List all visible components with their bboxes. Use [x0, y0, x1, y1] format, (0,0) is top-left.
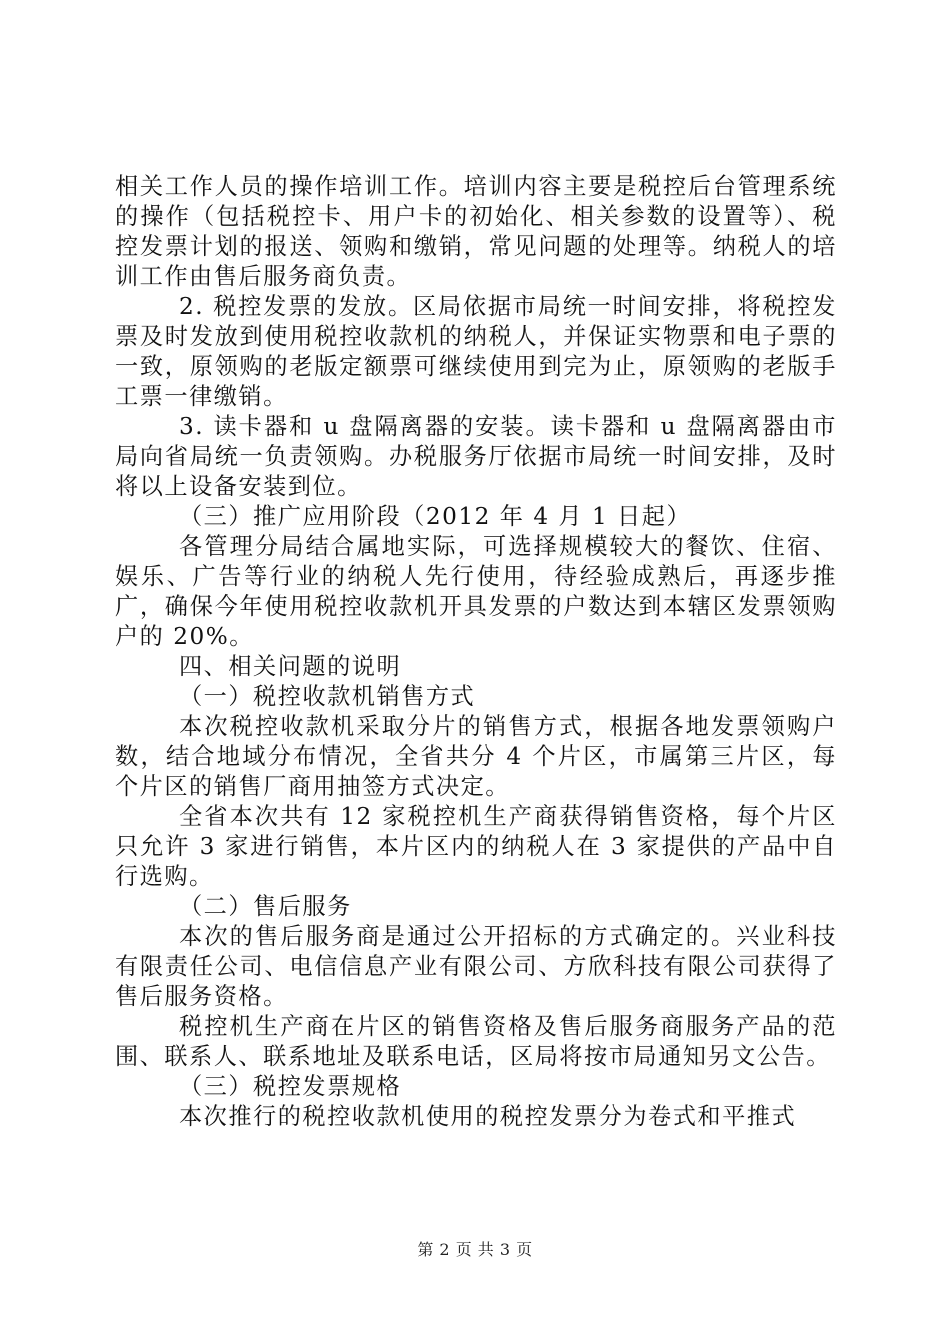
paragraph-after-sales-providers: 本次的售后服务商是通过公开招标的方式确定的。兴业科技有限责任公司、电信信息产业有限公司、方欣科技有限公司获得了售后服务资格。 [115, 923, 837, 1010]
paragraph-invoice-specs: 本次推行的税控收款机使用的税控发票分为卷式和平推式 [179, 1103, 797, 1130]
paragraph-manufacturers: 全省本次共有 12 家税控机生产商获得销售资格，每个片区只允许 3 家进行销售，本片区内的纳税人在 3 家提供的产品中自行选购。 [115, 803, 837, 890]
page-footer: 第 2 页 共 3 页 [417, 1240, 533, 1259]
heading-invoice-specs: （三）税控发票规格 [179, 1073, 402, 1100]
paragraph-card-reader-installation: 3. 读卡器和 u 盘隔离器的安装。读卡器和 u 盘隔离器由市局向省局统一负责领购。办税服务厅依据市局统一时间安排，及时将以上设备安装到位。 [115, 413, 837, 500]
paragraph-sales-method: 本次税控收款机采取分片的销售方式，根据各地发票领购户数，结合地域分布情况，全省共分 4 个片区，市属第三片区，每个片区的销售厂商用抽签方式决定。 [115, 713, 837, 800]
heading-sales-method: （一）税控收款机销售方式 [179, 683, 476, 710]
document-body [115, 172, 837, 1132]
heading-promotion-phase: （三）推广应用阶段（2012 年 4 月 1 日起） [179, 503, 692, 530]
paragraph-training-continued: 相关工作人员的操作培训工作。培训内容主要是税控后台管理系统的操作（包括税控卡、用户卡的初始化、相关参数的设置等）、税控发票计划的报送、领购和缴销，常见问题的处理等。纳税人的培训工作由售后服务商负责。 [115, 173, 837, 290]
paragraph-promotion-phase: 各管理分局结合属地实际，可选择规模较大的餐饮、住宿、娱乐、广告等行业的纳税人先行使用，待经验成熟后，再逐步推广，确保今年使用税控收款机开具发票的户数达到本辖区发票领购户的 20%。 [115, 533, 837, 650]
paragraph-invoice-distribution: 2. 税控发票的发放。区局依据市局统一时间安排，将税控发票及时发放到使用税控收款机的纳税人，并保证实物票和电子票的一致，原领购的老版定额票可继续使用到完为止，原领购的老版手工票一律缴销。 [115, 293, 837, 410]
heading-section-four: 四、相关问题的说明 [179, 653, 402, 680]
heading-after-sales: （二）售后服务 [179, 893, 352, 920]
paragraph-after-sales-announcement: 税控机生产商在片区的销售资格及售后服务商服务产品的范围、联系人、联系地址及联系电话，区局将按市局通知另文公告。 [115, 1013, 837, 1070]
